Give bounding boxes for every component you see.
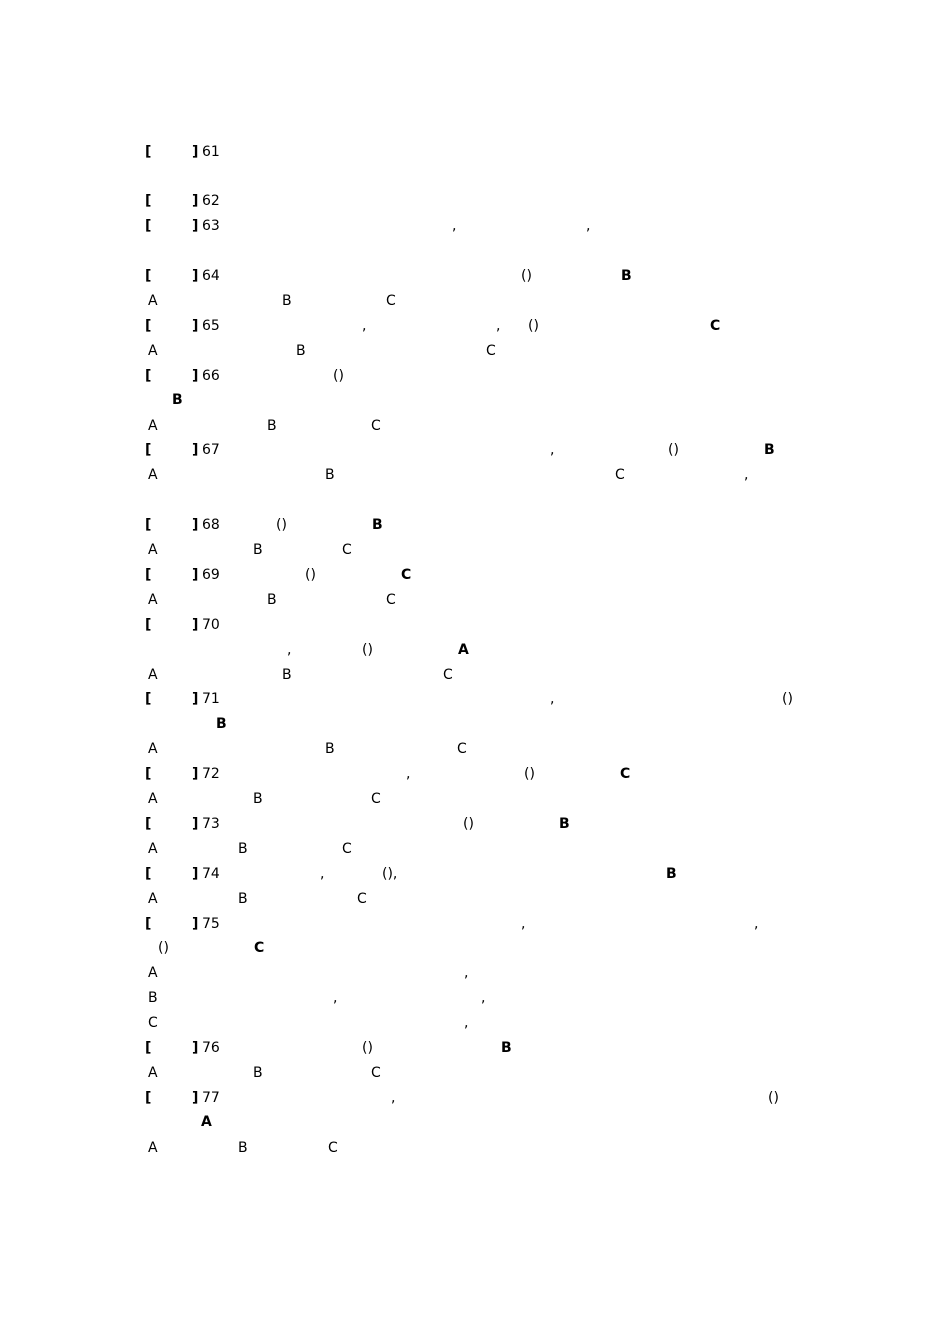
answer-marker: A [201,1114,212,1130]
text-fragment: B [238,891,248,907]
answer-marker: A [458,642,469,658]
answer-marker: ] [192,144,199,160]
text-fragment: A [148,418,158,434]
answer-marker: ] [192,766,199,782]
answer-marker: [ [145,691,152,707]
text-fragment: B [267,418,277,434]
text-fragment: C [371,791,381,807]
text-fragment: A [148,791,158,807]
answer-marker: [ [145,617,152,633]
text-fragment: B [253,791,263,807]
text-fragment: , [496,318,501,334]
text-fragment: () [362,1040,373,1056]
text-fragment: , [333,990,338,1006]
text-fragment: 62 [202,193,220,209]
text-fragment: () [521,268,532,284]
text-fragment: , [550,691,555,707]
text-fragment: , [586,218,591,234]
text-fragment: A [148,841,158,857]
text-fragment: (), [382,866,398,882]
text-fragment: 76 [202,1040,220,1056]
text-fragment: () [768,1090,779,1106]
text-fragment: 61 [202,144,220,160]
text-fragment: 77 [202,1090,220,1106]
text-fragment: A [148,965,158,981]
text-fragment: , [521,916,526,932]
answer-marker: [ [145,567,152,583]
answer-marker: [ [145,144,152,160]
text-fragment: C [357,891,367,907]
text-fragment: B [325,467,335,483]
text-fragment: () [524,766,535,782]
text-fragment: A [148,293,158,309]
text-fragment: () [333,368,344,384]
text-fragment: , [481,990,486,1006]
answer-marker: ] [192,617,199,633]
text-fragment: () [276,517,287,533]
text-fragment: A [148,1140,158,1156]
answer-marker: [ [145,916,152,932]
text-fragment: B [282,667,292,683]
text-fragment: , [287,642,292,658]
answer-marker: C [254,940,265,956]
answer-marker: B [666,866,677,882]
text-fragment: () [305,567,316,583]
text-fragment: () [463,816,474,832]
answer-marker: ] [192,1040,199,1056]
answer-marker: ] [192,567,199,583]
text-fragment: 73 [202,816,220,832]
answer-marker: ] [192,368,199,384]
answer-marker: [ [145,442,152,458]
answer-marker: ] [192,816,199,832]
answer-marker: ] [192,1090,199,1106]
text-fragment: 75 [202,916,220,932]
text-fragment: B [296,343,306,359]
text-fragment: , [550,442,555,458]
text-fragment: , [406,766,411,782]
text-fragment: C [342,542,352,558]
text-fragment: 63 [202,218,220,234]
text-fragment: A [148,1065,158,1081]
answer-marker: B [172,392,183,408]
text-fragment: 65 [202,318,220,334]
text-fragment: A [148,592,158,608]
answer-marker: B [621,268,632,284]
answer-marker: ] [192,442,199,458]
text-fragment: 70 [202,617,220,633]
answer-marker: B [372,517,383,533]
answer-marker: [ [145,218,152,234]
answer-marker: B [501,1040,512,1056]
text-fragment: C [148,1015,158,1031]
answer-marker: [ [145,1040,152,1056]
answer-marker: ] [192,916,199,932]
text-fragment: B [282,293,292,309]
text-fragment: 68 [202,517,220,533]
text-fragment: , [452,218,457,234]
text-fragment: C [386,293,396,309]
text-fragment: C [328,1140,338,1156]
text-fragment: C [457,741,467,757]
text-fragment: C [615,467,625,483]
answer-marker: [ [145,866,152,882]
answer-marker: [ [145,816,152,832]
answer-marker: ] [192,193,199,209]
text-fragment: 71 [202,691,220,707]
answer-marker: ] [192,268,199,284]
text-fragment: B [148,990,158,1006]
text-fragment: () [362,642,373,658]
text-fragment: A [148,467,158,483]
text-fragment: B [238,1140,248,1156]
text-fragment: 72 [202,766,220,782]
answer-marker: [ [145,1090,152,1106]
text-fragment: C [386,592,396,608]
text-fragment: , [362,318,367,334]
text-fragment: B [238,841,248,857]
text-fragment: , [320,866,325,882]
text-fragment: 66 [202,368,220,384]
text-fragment: A [148,741,158,757]
text-fragment: 74 [202,866,220,882]
text-fragment: B [267,592,277,608]
answer-marker: B [216,716,227,732]
text-fragment: B [253,1065,263,1081]
answer-marker: ] [192,318,199,334]
text-fragment: B [325,741,335,757]
text-fragment: 69 [202,567,220,583]
text-fragment: () [158,940,169,956]
answer-marker: B [559,816,570,832]
text-fragment: 64 [202,268,220,284]
answer-marker: [ [145,766,152,782]
text-fragment: C [371,418,381,434]
text-fragment: , [754,916,759,932]
text-fragment: C [342,841,352,857]
answer-marker: [ [145,193,152,209]
text-fragment: () [782,691,793,707]
text-fragment: , [464,965,469,981]
answer-marker: ] [192,218,199,234]
text-fragment: 67 [202,442,220,458]
answer-marker: B [764,442,775,458]
text-fragment: , [391,1090,396,1106]
text-fragment: A [148,667,158,683]
answer-marker: ] [192,691,199,707]
answer-marker: ] [192,517,199,533]
text-fragment: () [528,318,539,334]
text-fragment: A [148,891,158,907]
answer-marker: [ [145,318,152,334]
text-fragment: A [148,542,158,558]
answer-marker: ] [192,866,199,882]
text-fragment: , [464,1015,469,1031]
answer-marker: [ [145,368,152,384]
text-fragment: C [443,667,453,683]
text-fragment: C [486,343,496,359]
text-fragment: C [371,1065,381,1081]
text-fragment: B [253,542,263,558]
answer-marker: [ [145,517,152,533]
answer-marker: [ [145,268,152,284]
answer-marker: C [710,318,721,334]
answer-marker: C [620,766,631,782]
text-fragment: () [668,442,679,458]
answer-marker: C [401,567,412,583]
text-fragment: A [148,343,158,359]
text-fragment: , [744,467,749,483]
